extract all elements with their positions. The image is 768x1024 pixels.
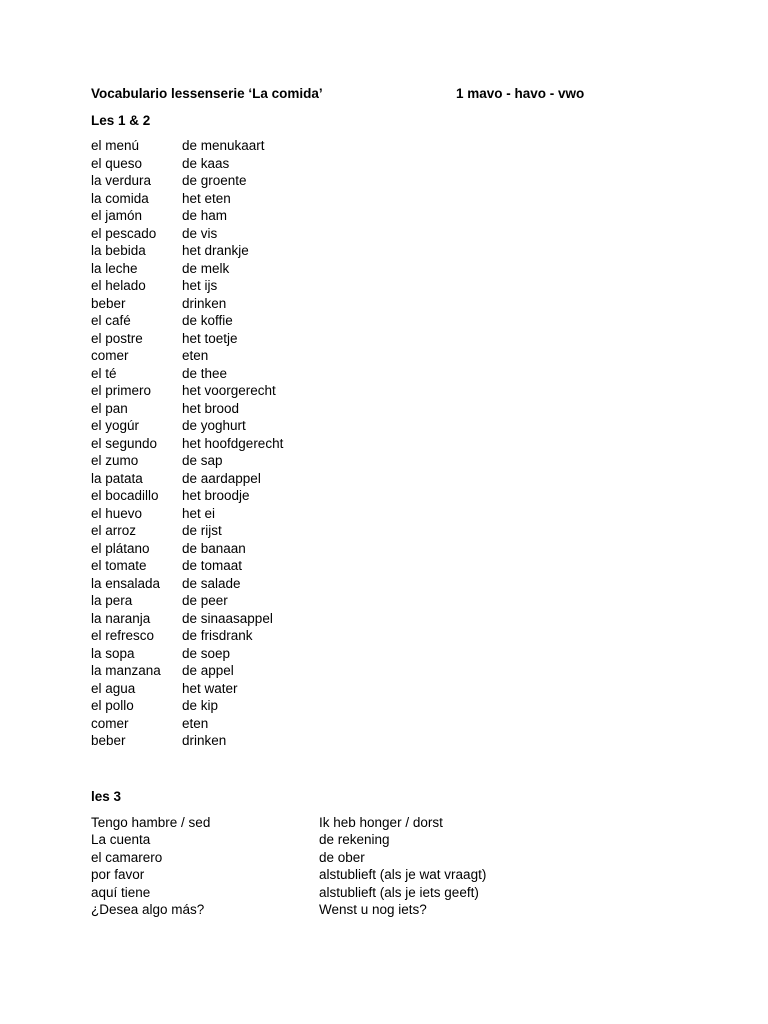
spanish-term: el jamón <box>91 208 143 223</box>
spanish-term: el helado <box>91 278 146 293</box>
dutch-translation: het toetje <box>182 330 238 346</box>
vocab-row <box>91 662 691 680</box>
spanish-term: el tomate <box>91 558 147 573</box>
spanish-term: el arroz <box>91 523 137 538</box>
dutch-translation: de melk <box>182 260 230 276</box>
vocab-row <box>91 470 691 488</box>
vocab-row <box>91 849 691 867</box>
vocab-row <box>91 277 691 295</box>
spanish-term: el menú <box>91 138 140 153</box>
dutch-translation: de ham <box>182 208 228 223</box>
vocab-row <box>91 505 691 523</box>
dutch-translation: de ober <box>319 849 365 865</box>
spanish-term: beber <box>91 733 126 748</box>
dutch-translation: de tomaat <box>182 558 243 573</box>
dutch-translation: het voorgerecht <box>182 383 276 398</box>
document-title: Vocabulario lessenserie ‘La comida’ <box>91 86 323 101</box>
vocab-row <box>91 575 691 593</box>
dutch-translation: het brood <box>182 400 240 416</box>
dutch-translation: alstublieft (als je wat vraagt) <box>319 867 487 882</box>
dutch-translation: Ik heb honger / dorst <box>319 814 443 830</box>
spanish-term: la leche <box>91 260 138 276</box>
dutch-translation: de frisdrank <box>182 628 253 643</box>
vocab-row <box>91 487 691 505</box>
vocab-row <box>91 814 691 832</box>
vocab-row <box>91 260 691 278</box>
phrase-list <box>91 814 691 919</box>
dutch-translation: het water <box>182 680 238 696</box>
dutch-translation: eten <box>182 348 209 363</box>
vocab-row <box>91 715 691 733</box>
vocab-row <box>91 225 691 243</box>
dutch-translation: de menukaart <box>182 138 265 153</box>
vocab-row <box>91 137 691 155</box>
dutch-translation: de rekening <box>319 832 390 847</box>
dutch-translation: de koffie <box>182 313 233 328</box>
vocab-row <box>91 382 691 400</box>
vocab-row <box>91 732 691 750</box>
dutch-translation: de rijst <box>182 523 222 538</box>
document-level: 1 mavo - havo - vwo <box>456 86 585 101</box>
dutch-translation: eten <box>182 715 209 731</box>
dutch-translation: de vis <box>182 225 218 241</box>
dutch-translation: drinken <box>182 295 227 311</box>
spanish-term: la bebida <box>91 243 146 258</box>
spanish-term: la ensalada <box>91 575 161 591</box>
vocab-row <box>91 831 691 849</box>
spanish-term: el zumo <box>91 453 139 468</box>
spanish-term: el pan <box>91 400 128 416</box>
vocab-row <box>91 365 691 383</box>
vocab-row <box>91 592 691 610</box>
vocab-row <box>91 417 691 435</box>
vocab-row <box>91 557 691 575</box>
vocab-row <box>91 884 691 902</box>
vocab-row <box>91 400 691 418</box>
spanish-term: el plátano <box>91 540 150 556</box>
dutch-translation: de yoghurt <box>182 418 246 433</box>
vocab-row <box>91 207 691 225</box>
vocab-row <box>91 330 691 348</box>
spanish-term: el refresco <box>91 628 155 643</box>
spanish-term: el huevo <box>91 505 143 521</box>
vocab-row <box>91 190 691 208</box>
spanish-term: el camarero <box>91 849 163 865</box>
dutch-translation: Wenst u nog iets? <box>319 902 427 917</box>
dutch-translation: de aardappel <box>182 470 261 486</box>
vocab-row <box>91 452 691 470</box>
dutch-translation: het broodje <box>182 488 250 503</box>
vocabulary-list <box>91 137 691 750</box>
dutch-translation: het ijs <box>182 278 218 293</box>
spanish-term: el primero <box>91 383 152 398</box>
spanish-term: comer <box>91 348 129 363</box>
vocab-row <box>91 435 691 453</box>
spanish-term: la comida <box>91 190 149 206</box>
spanish-term: la manzana <box>91 663 161 678</box>
vocab-row <box>91 680 691 698</box>
spanish-term: el bocadillo <box>91 488 159 503</box>
dutch-translation: de salade <box>182 575 241 591</box>
spanish-term: la patata <box>91 470 143 486</box>
vocab-row <box>91 645 691 663</box>
spanish-term: la sopa <box>91 645 135 661</box>
spanish-term: el segundo <box>91 435 158 451</box>
document-header <box>91 84 691 104</box>
vocab-row <box>91 610 691 628</box>
vocab-row <box>91 901 691 919</box>
dutch-translation: de groente <box>182 173 247 188</box>
vocab-row <box>91 295 691 313</box>
dutch-translation: de banaan <box>182 540 246 556</box>
vocabulary-page <box>91 84 691 919</box>
spanish-term: el yogúr <box>91 418 140 433</box>
spanish-term: La cuenta <box>91 832 151 847</box>
spanish-term: el pescado <box>91 225 157 241</box>
spanish-term: por favor <box>91 867 145 882</box>
spanish-term: la naranja <box>91 610 151 626</box>
dutch-translation: de sinaasappel <box>182 610 273 626</box>
spanish-term: Tengo hambre / sed <box>91 814 211 830</box>
spanish-term: el postre <box>91 330 143 346</box>
section-title-les-1-2: Les 1 & 2 <box>91 113 151 128</box>
dutch-translation: het eten <box>182 190 231 206</box>
dutch-translation: drinken <box>182 733 227 748</box>
spanish-term: el queso <box>91 155 143 171</box>
spanish-term: aquí tiene <box>91 884 151 900</box>
dutch-translation: de sap <box>182 453 223 468</box>
dutch-translation: alstublieft (als je iets geeft) <box>319 884 479 900</box>
spanish-term: beber <box>91 295 126 311</box>
spanish-term: el pollo <box>91 698 134 713</box>
dutch-translation: het hoofdgerecht <box>182 435 284 451</box>
dutch-translation: de thee <box>182 365 228 381</box>
vocab-row <box>91 697 691 715</box>
spanish-term: el agua <box>91 680 136 696</box>
vocab-row <box>91 522 691 540</box>
dutch-translation: de kip <box>182 698 219 713</box>
spanish-term: el té <box>91 365 117 381</box>
dutch-translation: de soep <box>182 645 231 661</box>
vocab-row <box>91 866 691 884</box>
dutch-translation: de peer <box>182 593 228 608</box>
spanish-term: comer <box>91 715 129 731</box>
spanish-term: la verdura <box>91 173 152 188</box>
vocab-row <box>91 172 691 190</box>
dutch-translation: het ei <box>182 505 216 521</box>
spanish-term: el café <box>91 313 131 328</box>
vocab-row <box>91 540 691 558</box>
dutch-translation: de kaas <box>182 155 230 171</box>
vocab-row <box>91 627 691 645</box>
vocab-row <box>91 347 691 365</box>
dutch-translation: de appel <box>182 663 234 678</box>
section-title-les-3: les 3 <box>91 788 122 804</box>
dutch-translation: het drankje <box>182 243 249 258</box>
vocab-row <box>91 312 691 330</box>
vocab-row <box>91 155 691 173</box>
spanish-term: la pera <box>91 593 133 608</box>
vocab-row <box>91 242 691 260</box>
spanish-term: ¿Desea algo más? <box>91 902 205 917</box>
